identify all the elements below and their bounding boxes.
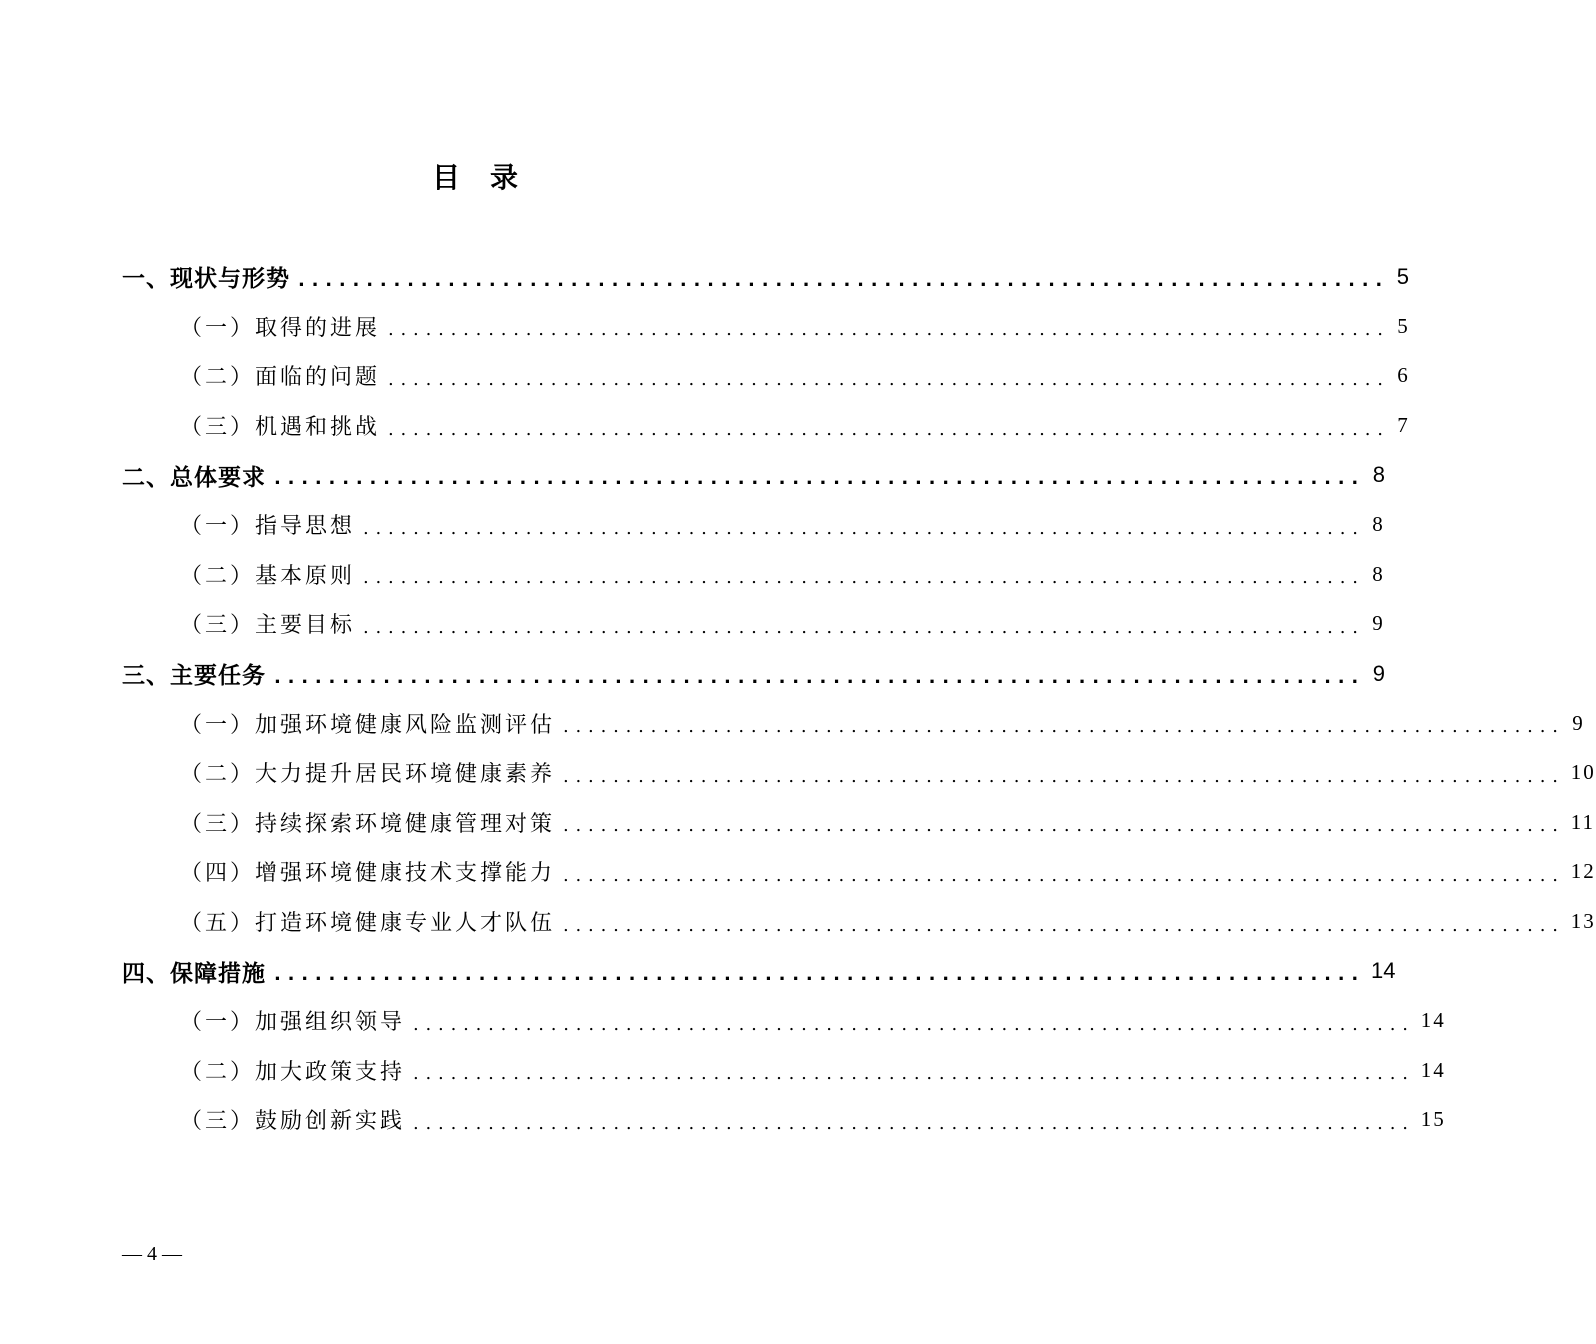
page-number: — 4 — xyxy=(122,1243,182,1265)
toc-section[interactable] xyxy=(122,649,1386,699)
toc-entry-label: （二）基本原则 xyxy=(180,563,356,589)
toc-subsection[interactable] xyxy=(122,698,1585,748)
toc-subsection[interactable] xyxy=(122,748,1596,798)
toc-subsection[interactable] xyxy=(122,996,1446,1046)
toc-leader-dots: ................................................................................ xyxy=(363,616,1365,638)
toc-entry-label: （二）加大政策支持 xyxy=(180,1059,406,1085)
toc-leader-dots: ................................................................................ xyxy=(563,864,1565,886)
toc-subsection[interactable] xyxy=(122,401,1410,451)
toc-entry-page: 14 xyxy=(1371,958,1396,984)
toc-entry-page: 7 xyxy=(1397,413,1410,438)
toc-entry-page: 14 xyxy=(1420,1057,1446,1082)
toc-leader-dots: ................................................................................ xyxy=(413,1063,1415,1085)
toc-subsection[interactable] xyxy=(122,897,1596,947)
toc-entry-page: 8 xyxy=(1372,512,1385,537)
toc-entry-label: 三、主要任务 xyxy=(122,663,266,690)
toc-leader-dots: ................................................................................ xyxy=(274,468,1366,490)
toc-leader-dots: ................................................................................ xyxy=(388,368,1390,390)
toc-entry-label: （一）加强环境健康风险监测评估 xyxy=(180,712,556,738)
toc-subsection[interactable] xyxy=(122,500,1385,550)
toc-entry-page: 5 xyxy=(1397,313,1410,338)
toc-entry-label: （二）面临的问题 xyxy=(180,365,381,391)
table-of-contents xyxy=(122,252,1596,1145)
toc-entry-page: 14 xyxy=(1420,1008,1446,1033)
toc-subsection[interactable] xyxy=(122,847,1596,897)
toc-leader-dots: ................................................................................ xyxy=(413,1013,1415,1035)
toc-entry-label: （三）鼓励创新实践 xyxy=(180,1109,406,1135)
toc-leader-dots: ................................................................................ xyxy=(274,666,1366,688)
toc-entry-page: 15 xyxy=(1420,1107,1446,1132)
toc-entry-page: 8 xyxy=(1372,561,1385,586)
toc-entry-label: （三）主要目标 xyxy=(180,613,356,639)
toc-subsection[interactable] xyxy=(122,302,1410,352)
toc-entry-label: 一、现状与形势 xyxy=(122,266,290,293)
toc-entry-label: （一）加强组织领导 xyxy=(180,1010,406,1036)
toc-leader-dots: ................................................................................ xyxy=(388,418,1390,440)
toc-leader-dots: ................................................................................ xyxy=(563,716,1565,738)
toc-subsection[interactable] xyxy=(122,550,1385,600)
toc-entry-label: （三）机遇和挑战 xyxy=(180,415,381,441)
toc-entry-label: （一）指导思想 xyxy=(180,514,356,540)
toc-leader-dots: ................................................................................ xyxy=(388,319,1390,341)
toc-leader-dots: ................................................................................ xyxy=(563,815,1565,837)
page-title xyxy=(0,158,950,198)
toc-entry-label: （二）大力提升居民环境健康素养 xyxy=(180,762,556,788)
toc-entry-page: 11 xyxy=(1570,809,1595,834)
toc-entry-page: 12 xyxy=(1570,859,1596,884)
toc-leader-dots: ................................................................................ xyxy=(413,1112,1415,1134)
toc-entry-label: （三）持续探索环境健康管理对策 xyxy=(180,811,556,837)
toc-entry-page: 10 xyxy=(1570,760,1596,785)
toc-leader-dots: ................................................................................ xyxy=(363,567,1365,589)
page-title-char-1: 目 xyxy=(431,161,460,194)
toc-entry-label: 二、总体要求 xyxy=(122,464,266,491)
toc-leader-dots: ................................................................................ xyxy=(563,914,1565,936)
toc-entry-page: 13 xyxy=(1570,909,1596,934)
toc-subsection[interactable] xyxy=(122,599,1385,649)
toc-leader-dots: ................................................................................ xyxy=(363,517,1365,539)
toc-subsection[interactable] xyxy=(122,798,1595,848)
page-title-char-2: 录 xyxy=(490,161,519,194)
toc-subsection[interactable] xyxy=(122,351,1410,401)
toc-entry-label: （四）增强环境健康技术支撑能力 xyxy=(180,861,556,887)
toc-subsection[interactable] xyxy=(122,1046,1446,1096)
toc-entry-page: 9 xyxy=(1372,660,1386,686)
toc-entry-page: 9 xyxy=(1372,611,1385,636)
toc-entry-page: 8 xyxy=(1372,462,1386,488)
toc-entry-label: 四、保障措施 xyxy=(122,960,266,987)
toc-section[interactable] xyxy=(122,946,1396,996)
toc-entry-page: 6 xyxy=(1397,363,1410,388)
toc-entry-label: （五）打造环境健康专业人才队伍 xyxy=(180,911,556,937)
toc-entry-label: （一）取得的进展 xyxy=(180,315,381,341)
toc-section[interactable] xyxy=(122,252,1410,302)
toc-entry-page: 5 xyxy=(1396,263,1410,289)
toc-leader-dots: ................................................................................ xyxy=(298,269,1390,291)
toc-subsection[interactable] xyxy=(122,1095,1446,1145)
toc-section[interactable] xyxy=(122,450,1386,500)
toc-leader-dots: ................................................................................ xyxy=(563,765,1565,787)
toc-entry-page: 9 xyxy=(1572,710,1585,735)
toc-leader-dots: ................................................................................ xyxy=(274,964,1366,986)
